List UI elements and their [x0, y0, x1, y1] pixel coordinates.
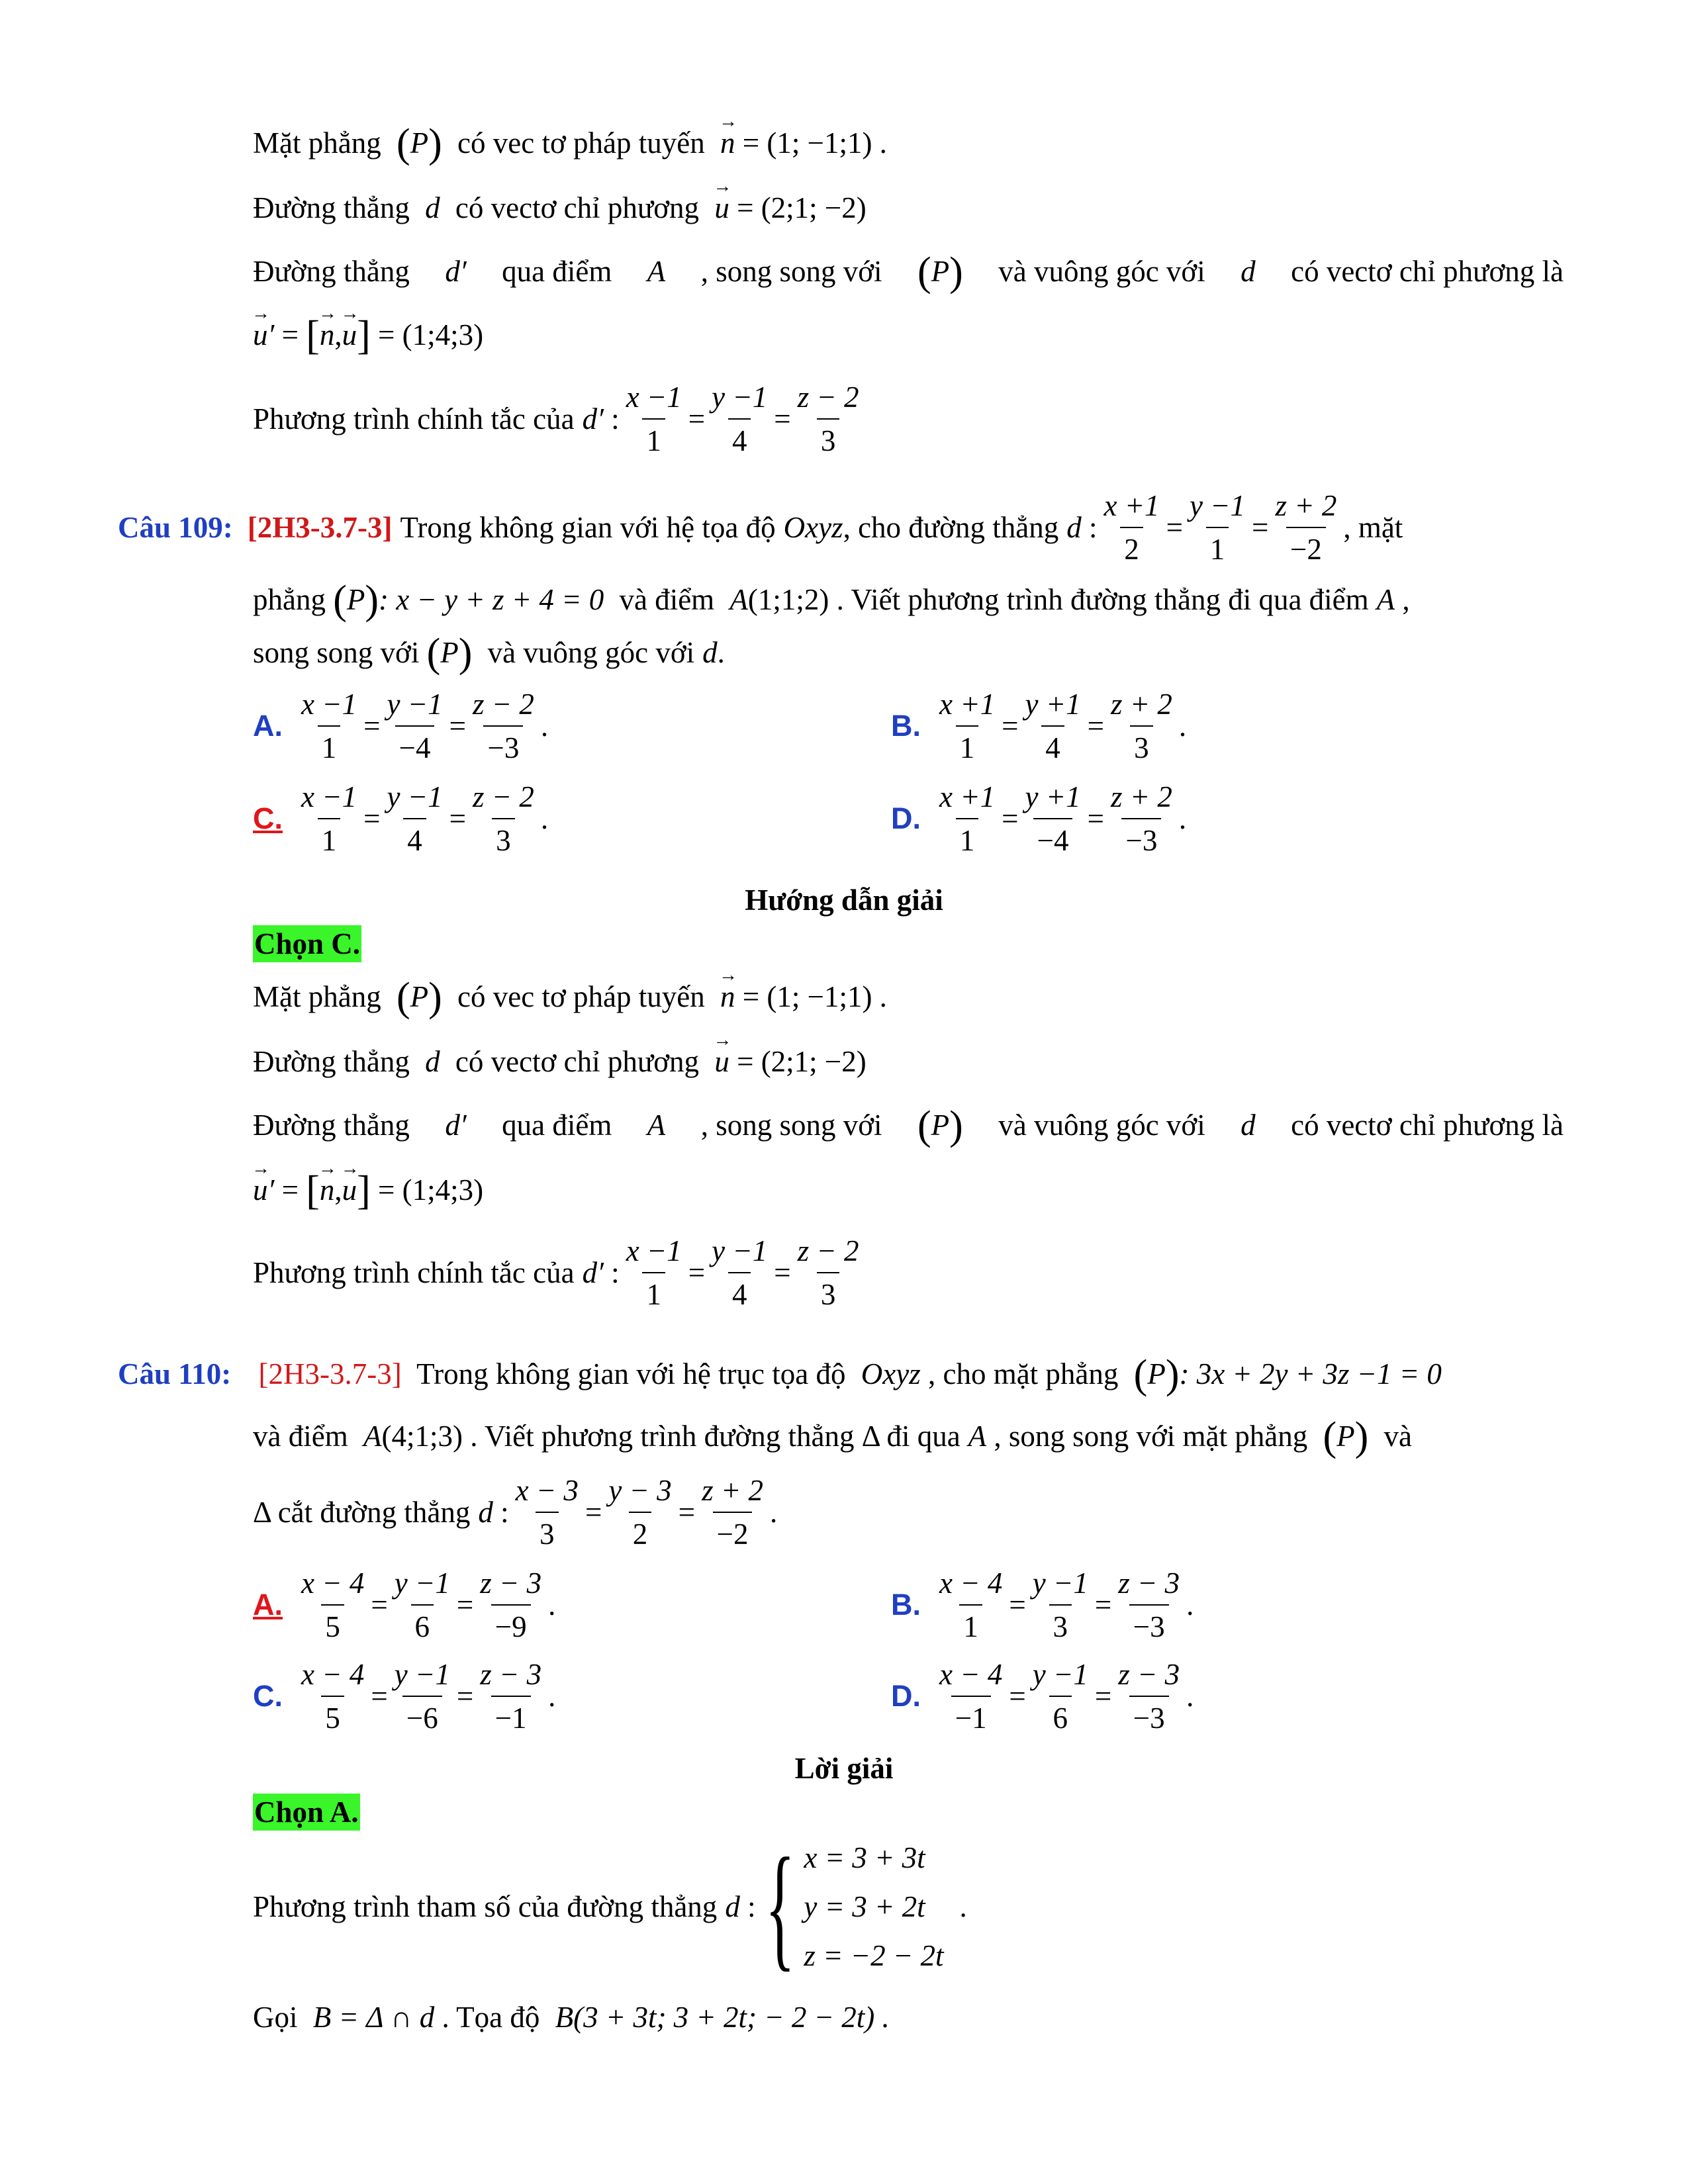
last-line: Gọi B = Δ ∩ d . Tọa độ B(3 + 3t; 3 + 2t; − 2 − 2t) . [253, 2001, 890, 2034]
text: có vectơ chỉ phương là [1291, 255, 1564, 288]
text: = (1; −1;1) . [742, 126, 887, 159]
text: Mặt phẳng [253, 126, 381, 159]
top-line-1: Mặt phẳng (P) có vec tơ pháp tuyến → n = (1; −1;1) . [253, 123, 887, 163]
solution-heading: Lời giải [794, 1752, 894, 1785]
text: Trong không gian với hệ tọa độ [400, 511, 776, 544]
question-109-line-3: song song với (P) và vuông góc với d. [253, 631, 725, 676]
option-b[interactable]: B. x +1 1 = y +1 4 = z + 2 3 . [891, 686, 1186, 766]
fraction: x −1 1 [622, 379, 686, 459]
fraction: y −1 4 [708, 379, 771, 459]
question-110-line-3: Δ cắt đường thẳng d : x − 3 3 = y − 3 2 = z + 2 −2 . [253, 1472, 777, 1553]
question-number: Câu 110: [118, 1357, 232, 1390]
top-line-4: → u′ = [→ n,→ u] = (1;4;3) [253, 315, 483, 355]
option-a[interactable]: A. x −1 1 = y −1 −4 = z − 2 −3 . [253, 686, 548, 766]
option-b[interactable]: B. x − 4 1 = y −1 3 = z − 3 −3 . [891, 1565, 1194, 1645]
text: , mặt [1343, 511, 1403, 544]
option-c[interactable]: C. x −1 1 = y −1 4 = z − 2 3 . [253, 778, 548, 859]
text: = (2;1; −2) [737, 191, 867, 224]
question-109-header: Câu 109: [2H3-3.7-3] Trong không gian với hệ tọa độ Oxyz , cho đường thẳng d : x +1 2 = y −1 1 = z + 2 −2 , mặt [118, 487, 1403, 568]
text: và vuông góc với [998, 255, 1205, 288]
top-line-3: Đường thẳng d′ qua điểm A , song song với (P) và vuông góc với d có vectơ chỉ phương là [253, 250, 1564, 295]
text: Oxyz [783, 511, 843, 544]
question-number: Câu 109: [118, 511, 233, 544]
question-109-line-2: phẳng (P): x − y + z + 4 = 0 và điểm A(1;1;2) . Viết phương trình đường thẳng đi qua điểm A , [253, 578, 1410, 623]
question-tag: [2H3-3.7-3] [247, 511, 393, 544]
text: có vec tơ pháp tuyến [457, 126, 705, 159]
text: có vectơ chỉ phương [455, 191, 700, 224]
solution-heading: Hướng dẫn giải [745, 884, 943, 917]
question-tag: [2H3-3.7-3] [258, 1357, 402, 1390]
vector-u-prime: → u′ [253, 315, 274, 355]
fraction: z − 2 3 [794, 379, 863, 459]
sol109-line-5: Phương trình chính tắc của d′ : x −1 1 = y −1 4 = z − 2 3 [253, 1232, 866, 1313]
answer-choice: Chọn A. [253, 1794, 360, 1831]
question-110-header: Câu 110: [2H3-3.7-3] Trong không gian với hệ trục tọa độ Oxyz , cho mặt phẳng (P): 3x + 2y + 3z −1 = 0 [118, 1352, 1442, 1397]
equation-system: { x = 3 + 3t y = 3 + 2t z = −2 − 2t [765, 1830, 944, 1983]
top-line-2: Đường thẳng d có vectơ chỉ phương → u = (2;1; −2) [253, 188, 867, 228]
text: , cho đường thẳng [843, 511, 1059, 544]
option-c[interactable]: C. x − 4 5 = y −1 −6 = z − 3 −1 . [253, 1656, 555, 1737]
option-a[interactable]: A. x − 4 5 = y −1 6 = z − 3 −9 . [253, 1565, 555, 1645]
text: qua điểm [502, 255, 612, 288]
text: Phương trình chính tắc của [253, 402, 575, 435]
param-equation-line: Phương trình tham số của đường thẳng d : { x = 3 + 3t y = 3 + 2t z = −2 − 2t . [253, 1830, 967, 1983]
sol109-line-3: Đường thẳng d′ qua điểm A , song song với (P) và vuông góc với d có vectơ chỉ phương là [253, 1103, 1564, 1148]
vector-n: → n [720, 123, 735, 163]
sol109-line-4: → u′ = [→ n,→ u] = (1;4;3) [253, 1170, 483, 1210]
option-d[interactable]: D. x − 4 −1 = y −1 6 = z − 3 −3 . [891, 1656, 1194, 1737]
option-d[interactable]: D. x +1 1 = y +1 −4 = z + 2 −3 . [891, 778, 1186, 859]
text: Đường thẳng [253, 255, 410, 288]
top-line-5: Phương trình chính tắc của d′ : x −1 1 = y −1 4 = z − 2 3 [253, 379, 866, 459]
sol109-line-2: Đường thẳng d có vectơ chỉ phương → u = (2;1; −2) [253, 1042, 867, 1081]
question-110-line-2: và điểm A(4;1;3) . Viết phương trình đường thẳng Δ đi qua A , song song với mặt phẳng (P) và [253, 1414, 1412, 1459]
answer-choice: Chọn C. [253, 925, 361, 962]
sol109-line-1: Mặt phẳng (P) có vec tơ pháp tuyến → n = (1; −1;1) . [253, 977, 887, 1017]
text: Đường thẳng [253, 191, 410, 224]
text: , song song với [700, 255, 882, 288]
text: = (1;4;3) [378, 318, 484, 351]
vector-u: → u [714, 188, 729, 228]
